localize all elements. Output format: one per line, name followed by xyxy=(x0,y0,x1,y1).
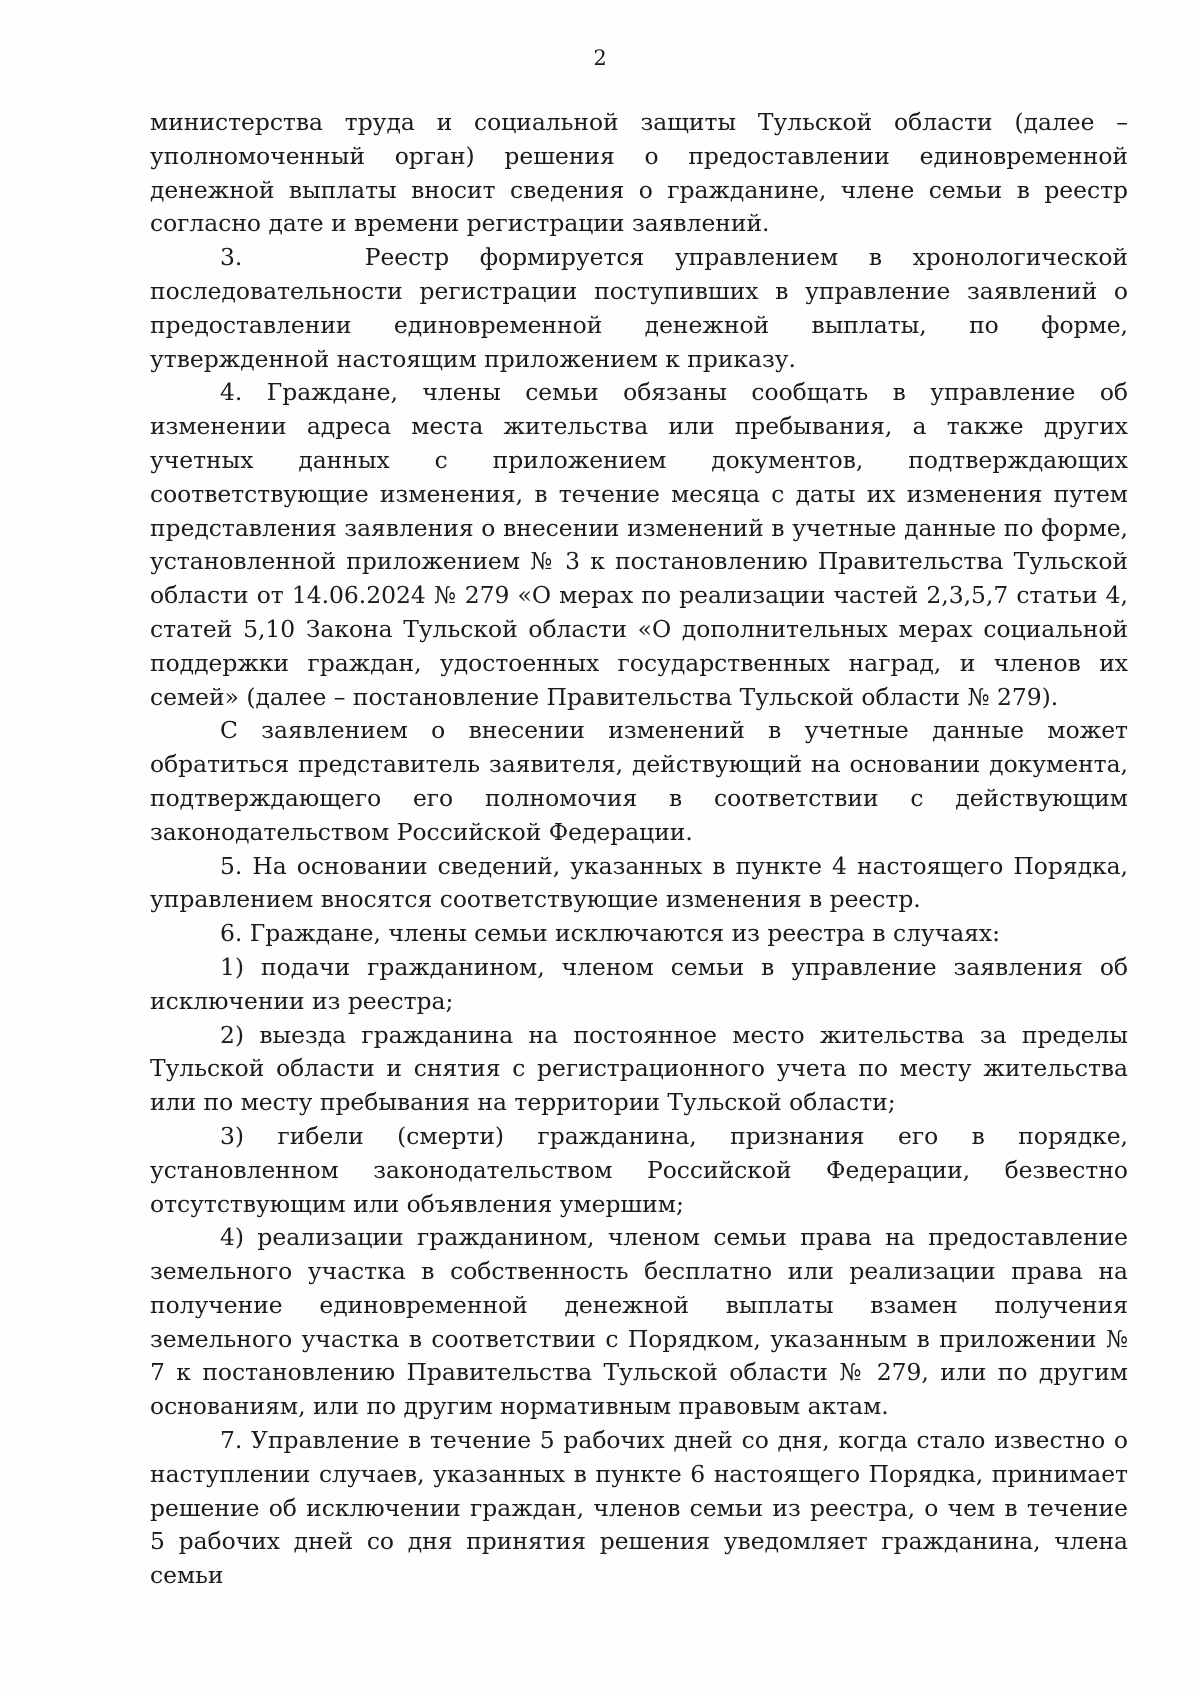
paragraph-representative: С заявлением о внесении изменений в учетные данные может обратиться представитель заявителя, действующий на основании документа, подтверждающего его полномочия в соответствии с действующим законодательством Российской Федерации. xyxy=(150,716,1128,846)
subitem-6-4: 4) реализации гражданином, членом семьи права на предоставление земельного участка в собственность бесплатно или реализации права на получение единовременной денежной выплаты взамен получения земельного участка в соответствии с Порядком, указанным в приложении № 7 к постановлению Правительства Тульской области № 279, или по другим основаниям, или по другим нормативным правовым актам. xyxy=(150,1223,1128,1421)
paragraph-item-7: 7. Управление в течение 5 рабочих дней со дня, когда стало известно о наступлении случаев, указанных в пункте 6 настоящего Порядка, принимает решение об исключении граждан, членов семьи из реестра, о чем в течение 5 рабочих дней со дня принятия решения уведомляет гражданина, члена семьи xyxy=(150,1426,1128,1590)
paragraph-continuation: министерства труда и социальной защиты Тульской области (далее – уполномоченный орган) решения о предоставлении единовременной денежной выплаты вносит сведения о гражданине, члене семьи в реестр согласно дате и времени регистрации заявлений. xyxy=(150,108,1128,238)
page-number: 2 xyxy=(593,46,607,70)
subitem-6-3: 3) гибели (смерти) гражданина, признания его в порядке, установленном законодательством Российской Федерации, безвестно отсутствующим или объявления умершим; xyxy=(150,1121,1128,1218)
subitem-6-2: 2) выезда гражданина на постоянное место жительства за пределы Тульской области и снятия с регистрационного учета по месту жительства или по месту пребывания на территории Тульской области; xyxy=(150,1020,1128,1117)
paragraph-item-3: 3. Реестр формируется управлением в хронологической последовательности регистрации поступивших в управление заявлений о предоставлении единовременной денежной выплаты, по форме, утвержденной настоящим приложением к приказу. xyxy=(150,243,1128,373)
paragraph-item-5: 5. На основании сведений, указанных в пункте 4 настоящего Порядка, управлением вносятся соответствующие изменения в реестр. xyxy=(150,851,1128,914)
subitem-6-1: 1) подачи гражданином, членом семьи в управление заявления об исключении из реестра; xyxy=(150,952,1128,1015)
paragraph-item-4: 4. Граждане, члены семьи обязаны сообщать в управление об изменении адреса места жительства или пребывания, а также других учетных данных с приложением документов, подтверждающих соответствующие изменения, в течение месяца с даты их изменения путем представления заявления о внесении изменений в учетные данные по форме, установленной приложением № 3 к постановлению Правительства Тульской области от 14.06.2024 № 279 «О мерах по реализации частей 2,3,5,7 статьи 4, статей 5,10 Закона Тульской области «О дополнительных мерах социальной поддержки граждан, удостоенных государственных наград, и членов их семей» (далее – постановление Правительства Тульской области № 279). xyxy=(150,378,1128,711)
document-body xyxy=(150,106,1128,1593)
paragraph-item-6: 6. Граждане, члены семьи исключаются из реестра в случаях: xyxy=(220,919,1000,948)
